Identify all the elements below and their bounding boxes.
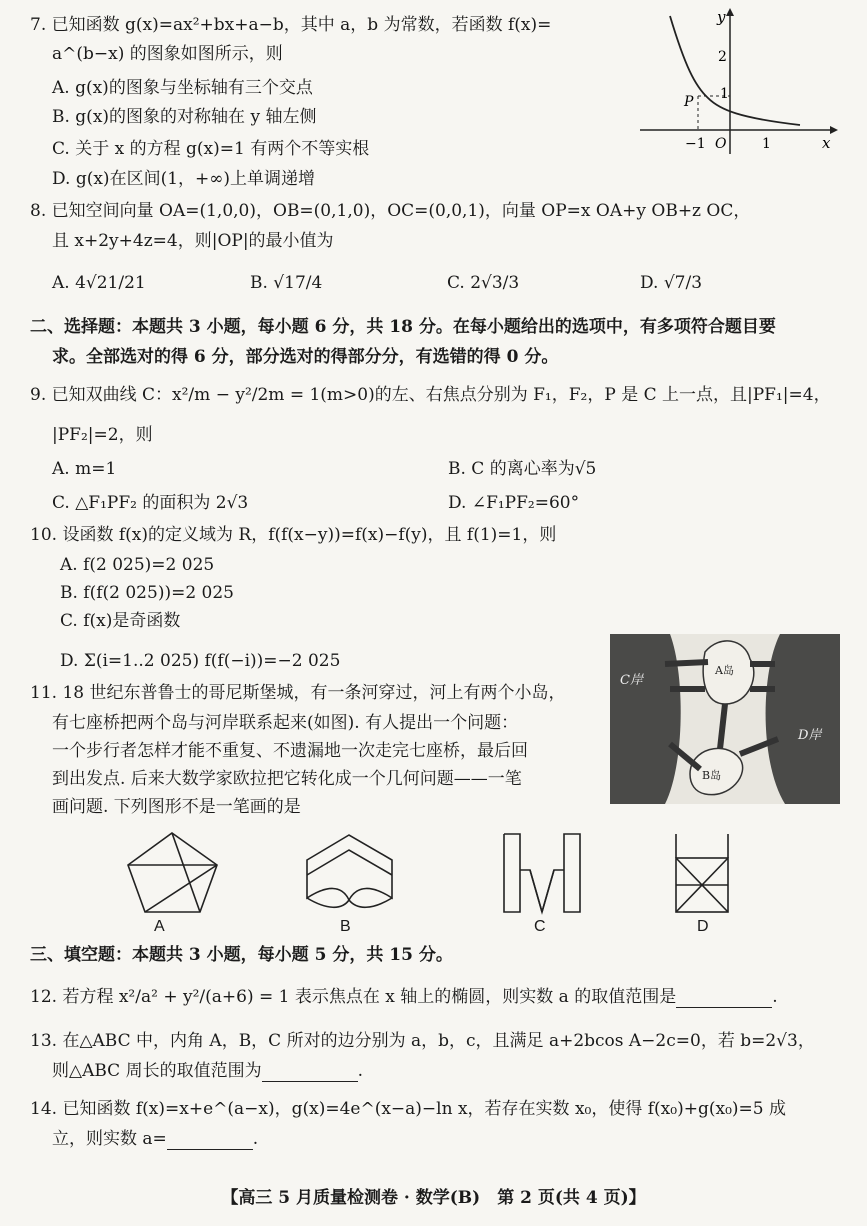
q10-option-a: A. f(2 025)=2 025 xyxy=(60,555,215,575)
section3-heading: 三、填空题：本题共 3 小题，每小题 5 分，共 15 分。 xyxy=(30,945,453,965)
figure-label-c: C xyxy=(534,918,546,935)
q13-tail: . xyxy=(357,1061,363,1081)
y-label: y xyxy=(717,8,726,26)
section2-desc: 求。全部选对的得 6 分，部分选对的得部分分，有选错的得 0 分。 xyxy=(52,347,559,367)
q10-line1: 10. 设函数 f(x)的定义域为 R，f(f(x−y))=f(x)−f(y)，且 f(1)=1，则 xyxy=(30,525,557,545)
y-arrow xyxy=(726,8,734,16)
q7-line2: a^(b−x) 的图象如图所示，则 xyxy=(52,44,283,64)
tick-2: 2 xyxy=(718,49,727,65)
map-label-c: C岸 xyxy=(620,673,643,688)
q9-option-a: A. m=1 xyxy=(52,459,117,479)
q11-line5: 画问题. 下列图形不是一笔画的是 xyxy=(52,797,301,817)
q13-text: 则△ABC 周长的取值范围为 xyxy=(52,1061,262,1081)
q11-line2: 有七座桥把两个岛与河岸联系起来(如图). 有人提出一个问题： xyxy=(52,713,519,733)
q14-tail: . xyxy=(252,1129,259,1149)
q8-option-d: D. √7/3 xyxy=(640,273,703,293)
x-label: x xyxy=(822,134,831,152)
figure-b xyxy=(302,830,397,915)
figure-label-d: D xyxy=(697,918,709,935)
q11-line4: 到出发点. 后来大数学家欧拉把它转化成一个几何问题——一笔 xyxy=(52,769,522,789)
q9-option-d: D. ∠F₁PF₂=60° xyxy=(448,493,580,513)
tick-1: 1 xyxy=(720,86,729,102)
figure-d xyxy=(672,830,732,915)
figure-label-b: B xyxy=(340,918,351,935)
q9-line1: 9. 已知双曲线 C：x²/m − y²/2m = 1(m>0)的左、右焦点分别为 F₁，F₂，P 是 C 上一点，且|PF₁|=4， xyxy=(30,385,831,405)
q13-answer-blank[interactable] xyxy=(262,1081,358,1082)
q11-line3: 一个步行者怎样才能不重复、不遗漏地一次走完七座桥，最后回 xyxy=(52,741,528,761)
p-label: P xyxy=(684,94,694,110)
q12-text: 12. 若方程 x²/a² + y²/(a+6) = 1 表示焦点在 x 轴上的椭圆，则实数 a 的取值范围是 xyxy=(30,987,677,1007)
figure-a xyxy=(125,830,220,915)
q14-line2 xyxy=(52,1128,258,1150)
q13-line2 xyxy=(52,1060,363,1082)
q8-line2: 且 x+2y+4z=4，则|OP|的最小值为 xyxy=(52,231,334,251)
tick-neg1: −1 xyxy=(685,136,706,152)
figure-label-a: A xyxy=(154,918,165,935)
map-label-a: A岛 xyxy=(715,664,734,677)
q8-option-c: C. 2√3/3 xyxy=(447,273,520,293)
q14-line1: 14. 已知函数 f(x)=x+e^(a−x)，g(x)=4e^(x−a)−ln x，若存在实数 x₀，使得 f(x₀)+g(x₀)=5 成 xyxy=(30,1099,786,1119)
q14-text: 立，则实数 a= xyxy=(52,1129,167,1149)
d-bank xyxy=(766,634,840,804)
q7-option-d: D. g(x)在区间(1，+∞)上单调递增 xyxy=(52,169,316,189)
q10-option-c: C. f(x)是奇函数 xyxy=(60,611,181,631)
figure-c xyxy=(500,830,585,915)
q7-option-b: B. g(x)的图象的对称轴在 y 轴左侧 xyxy=(52,107,317,127)
q8-option-b: B. √17/4 xyxy=(250,273,323,293)
c-bank xyxy=(610,634,681,804)
q10-option-d: D. Σ(i=1..2 025) f(f(−i))=−2 025 xyxy=(60,651,341,671)
konigsberg-map xyxy=(610,634,840,804)
q13-line1: 13. 在△ABC 中，内角 A，B，C 所对的边分别为 a，b，c，且满足 a+2bcos A−2c=0，若 b=2√3， xyxy=(30,1031,815,1051)
q11-line1: 11. 18 世纪东普鲁士的哥尼斯堡城，有一条河穿过，河上有两个小岛， xyxy=(30,683,566,703)
x-arrow xyxy=(830,126,838,134)
q14-answer-blank[interactable] xyxy=(167,1149,253,1150)
tick-x1: 1 xyxy=(762,136,771,152)
q9-line2: |PF₂|=2，则 xyxy=(52,425,153,445)
q9-option-c: C. △F₁PF₂ 的面积为 2√3 xyxy=(52,493,249,513)
q8-option-a: A. 4√21/21 xyxy=(52,273,146,293)
q7-line1: 7. 已知函数 g(x)=ax²+bx+a−b，其中 a，b 为常数，若函数 f(x)= xyxy=(30,15,552,35)
map-label-d: D岸 xyxy=(798,728,822,743)
q12-tail: . xyxy=(772,987,778,1007)
q12-answer-blank[interactable] xyxy=(676,1007,772,1008)
q7-option-a: A. g(x)的图象与坐标轴有三个交点 xyxy=(52,78,313,98)
map-label-b: B岛 xyxy=(702,769,722,782)
page-footer: 【高三 5 月质量检测卷 · 数学(B) 第 2 页(共 4 页)】 xyxy=(221,1188,646,1208)
q9-option-b: B. C 的离心率为√5 xyxy=(448,459,597,479)
q12-line1 xyxy=(30,986,778,1008)
q7-option-c: C. 关于 x 的方程 g(x)=1 有两个不等实根 xyxy=(52,139,370,159)
q10-option-b: B. f(f(2 025))=2 025 xyxy=(60,583,234,603)
origin-label: O xyxy=(715,136,727,152)
q8-line1: 8. 已知空间向量 OA=(1,0,0)，OB=(0,1,0)，OC=(0,0,1)，向量 OP=x OA+y OB+z OC， xyxy=(30,201,751,221)
section2-heading: 二、选择题：本题共 3 小题，每小题 6 分，共 18 分。在每小题给出的选项中，有多项符合题目要 xyxy=(30,317,776,337)
q7-graph xyxy=(640,6,840,156)
